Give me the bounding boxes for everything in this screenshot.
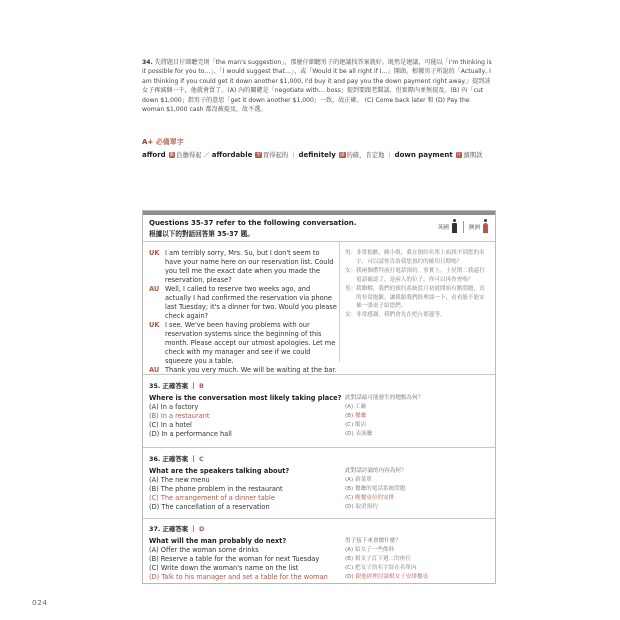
option-zh: (B) 餐廳的電話系統問題 (345, 486, 406, 492)
option-zh: (D) 表演廳 (345, 431, 373, 437)
option: (A) The new menu (149, 476, 210, 484)
conversation-english (149, 249, 337, 375)
conversation-box (142, 210, 496, 584)
question-stem: What are the speakers talking about? (149, 467, 290, 475)
question-35 (149, 381, 489, 439)
option-correct: (D) Talk to his manager and set a table for the woman (149, 573, 328, 581)
option: (B) Reserve a table for the woman for next Tuesday (149, 555, 320, 563)
box-top-bar (143, 211, 495, 215)
question-number: 34. (142, 59, 153, 66)
vocab-entry: down payment 片 頭期款 (394, 151, 483, 159)
divider (143, 447, 495, 448)
divider (463, 221, 464, 233)
option-correct-zh: (D) 跟他經理討論幫女子安排餐桌 (345, 574, 429, 580)
accent-b-label: 澳洲 (468, 224, 480, 231)
conversation-line: UK I am terribly sorry, Mrs. Su, but I don't seem to have your name here on our reservation list. Could you tell me the exact date when you made the reservation, please? (149, 249, 334, 284)
answer-letter: B (198, 382, 204, 390)
conversation-line-zh: 女： 非常感謝，我們會先在吧台那邊等。 (345, 312, 446, 319)
question-36 (149, 454, 489, 512)
explanation-text: 先將題目仔細聽完則「the man's suggestion」，那麼仔細聽男子的建議找答案就好。既然是建議，可能以「I'm thinking is it possible for you to…」、「I would suggest that…」，或「Would it be all right if I…」開頭。根據男子所說的「Actually, I am thinking if you could get it down another $1,000, I'd buy it and pay you the down payment right away.」提到該女子再減個一千，他就會買了。(A) 內的關鍵是「negotiate with… boss」提到要跟老闆談，但實際內並無提及。(B) 內「cut down $1,000」指男子的意思「get it down another $1,000」一致，故正確。 (C) Come back later 和 (D) Pay the woman $1,000 cash 都沒被提及，故不選。 (142, 59, 492, 114)
question-stem-zh: 男子接下來會做什麼？ (345, 538, 401, 544)
box-title-zh: 根據以下的對話回答第 35-37 題。 (149, 230, 254, 238)
vocab-entry: definitely 副 的確，肯定地 (298, 151, 385, 159)
option-correct-zh: (C) 晚餐桌位的安排 (345, 495, 395, 501)
option: (A) In a factory (149, 403, 199, 411)
option-correct-zh: (B) 餐廳 (345, 413, 367, 419)
divider (339, 242, 340, 362)
question-header: 36. 正確答案 ｜ C (149, 455, 204, 463)
option-correct: (C) The arrangement of a dinner table (149, 494, 275, 502)
option-zh: (A) 工廠 (345, 404, 367, 410)
option-zh: (A) 新菜單 (345, 477, 372, 483)
conversation-line: UK I see. We've been having problems with our reservation systems since the beginning of this month. Please accept our utmost apologies. Let me check with my manager and see if we could squeeze you a table. (149, 321, 336, 365)
conversation-line: AU Thank you very much. We will be waiting at the bar. (149, 366, 337, 375)
vocab-list: afford 動 負擔得起 ／ affordable 形 買得起的 ｜ definitely 副 的確，肯定地 ｜ down payment 片 頭期款 (142, 151, 483, 159)
vocab-entry: affordable 形 買得起的 (211, 151, 289, 159)
option: (C) Write down the woman's name on the list (149, 564, 299, 572)
option-zh: (C) 飯店 (345, 422, 367, 428)
divider (143, 518, 495, 519)
question-stem-zh: 此對話最可能發生的地點為何？ (345, 395, 424, 401)
vocab-heading-mark: A+ (142, 138, 154, 146)
vocab-entry: afford 動 負擔得起 (142, 151, 202, 159)
option: (B) The phone problem in the restaurant (149, 485, 283, 493)
answer-letter: D (198, 525, 205, 533)
question-34-explanation (142, 58, 492, 114)
question-header: 37. 正確答案 ｜ D (149, 525, 205, 533)
option-zh: (B) 幫女子訂下週二的座位 (345, 556, 411, 562)
conversation-line-zh: 男： 我瞭解，我們的預約系統從月初就開始有點問題，真的非常抱歉，讓我跟我們經理談一下，看看能不能安插一張桌子給您們。 (345, 285, 485, 310)
male-speaker-icon (451, 219, 458, 234)
option-zh: (D) 取消預約 (345, 504, 378, 510)
page-number: 024 (32, 598, 48, 607)
accent-indicator (438, 219, 489, 234)
option: (D) In a performance hall (149, 430, 232, 438)
conversation-chinese (345, 249, 485, 320)
vocab-heading-text: 必備單字 (155, 138, 184, 146)
accent-a-label: 英國 (437, 224, 449, 231)
question-header: 35. 正確答案 ｜ B (149, 382, 204, 390)
vocab-heading (142, 137, 184, 147)
female-speaker-icon (482, 219, 489, 234)
option-correct: (B) In a restaurant (149, 412, 210, 420)
option: (C) In a hotel (149, 421, 192, 429)
box-title-en: Questions 35-37 refer to the following conversation. (149, 219, 357, 227)
question-stem: What will the man probably do next? (149, 537, 287, 545)
option-zh: (A) 給女子一些飲料 (345, 547, 395, 553)
divider (143, 374, 495, 375)
question-37 (149, 524, 489, 582)
answer-letter: C (198, 455, 204, 463)
option-zh: (C) 把女子的名字寫在名單內 (345, 565, 417, 571)
conversation-line-zh: 男： 非常抱歉，蘇小姐，我在預約名單上面找不到您的名字，可以請你告訴我您預約的確切日期嗎？ (345, 250, 485, 265)
option: (A) Offer the woman some drinks (149, 546, 259, 554)
conversation-line-zh: 女： 我兩個禮拜前打電話預約，事實上，上星期二我還打電話確認了，是兩人的位子，你可以再查查嗎？ (345, 267, 485, 283)
book-page (110, 30, 510, 600)
question-stem: Where is the conversation most likely taking place? (149, 394, 342, 402)
option: (D) The cancellation of a reservation (149, 503, 270, 511)
conversation-line: AU Well, I called to reserve two weeks ago, and actually I had confirmed the reservation via phone last Tuesday; it's a dinner for two. Would you please check again? (149, 285, 337, 320)
divider (143, 241, 495, 242)
question-stem-zh: 此對話討論的內容為何？ (345, 468, 407, 474)
